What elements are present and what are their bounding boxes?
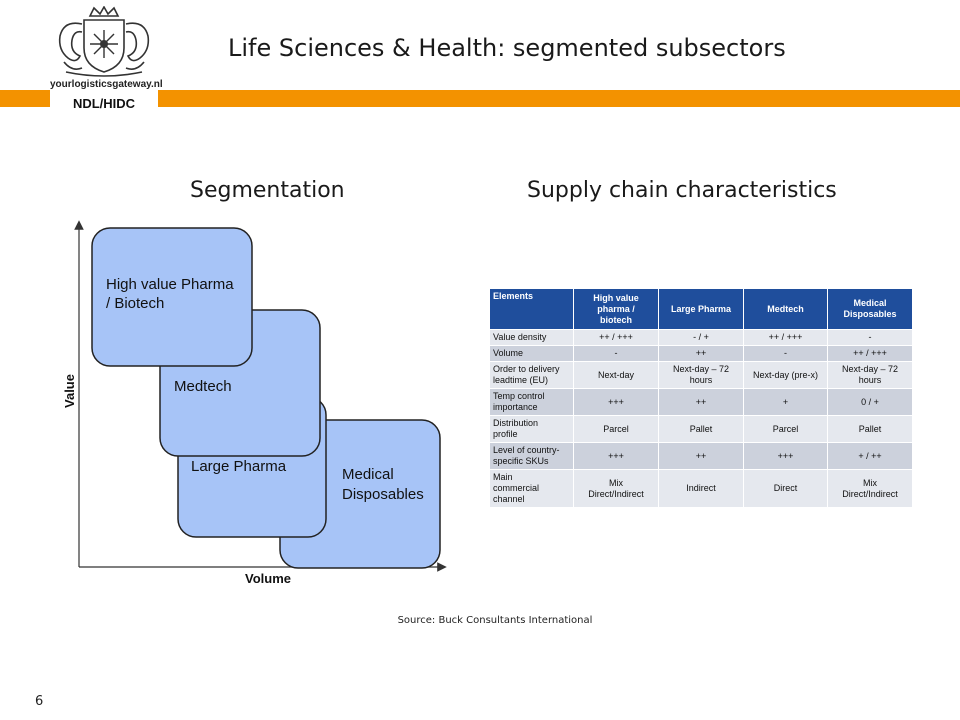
table-cell: Mix Direct/Indirect [828,470,913,508]
table-row [490,362,913,389]
table-cell: - / + [659,330,744,346]
row-label-cell: Main commercial channel [490,470,574,508]
table-cell: Direct [744,470,828,508]
svg-text:High value Pharma: High value Pharma [106,276,234,293]
svg-text:Medical: Medical [342,466,394,483]
table-cell: - [828,330,913,346]
table-cell: Indirect [659,470,744,508]
table-cell: - [574,346,659,362]
table-cell: ++ / +++ [574,330,659,346]
source-note: Source: Buck Consultants International [397,615,593,626]
page-title: Life Sciences & Health: segmented subsectors [228,34,786,62]
table-cell: + [744,389,828,416]
table-cell: ++ / +++ [744,330,828,346]
row-label-cell: Order to delivery leadtime (EU) [490,362,574,389]
table-row [490,346,913,362]
table-cell: Pallet [659,416,744,443]
supply-chain-table [489,288,913,508]
logo-url: yourlogisticsgateway.nl [50,79,163,90]
svg-text:/ Biotech: / Biotech [106,295,165,312]
table-cell: 0 / + [828,389,913,416]
table-row [490,389,913,416]
table-row [490,416,913,443]
svg-text:Medtech: Medtech [174,378,232,395]
table-cell: ++ [659,389,744,416]
segmentation-diagram [50,215,450,590]
row-label-cell: Level of country- specific SKUs [490,443,574,470]
table-cell: Next-day – 72 hours [828,362,913,389]
table-cell: +++ [744,443,828,470]
table-cell: - [744,346,828,362]
row-label-cell: Value density [490,330,574,346]
supply-chain-heading: Supply chain characteristics [527,178,837,203]
table-row [490,470,913,508]
table-header-cell: Medical Disposables [828,289,913,330]
table-cell: Mix Direct/Indirect [574,470,659,508]
table-cell: Next-day [574,362,659,389]
segmentation-heading: Segmentation [190,178,345,203]
table-header-cell: Elements [490,289,574,330]
table-cell: +++ [574,443,659,470]
table-body [490,330,913,508]
table-header-cell: High value pharma / biotech [574,289,659,330]
table-row [490,330,913,346]
table-cell: Next-day (pre-x) [744,362,828,389]
svg-text:Large Pharma: Large Pharma [191,458,287,475]
row-label-cell: Volume [490,346,574,362]
svg-text:Disposables: Disposables [342,486,424,503]
supply-chain-table-wrapper [489,288,912,508]
row-label-cell: Distribution profile [490,416,574,443]
table-cell: Next-day – 72 hours [659,362,744,389]
crest-icon [50,6,158,78]
table-header-cell: Medtech [744,289,828,330]
logo-tag: NDL/HIDC [72,96,136,111]
table-cell: ++ [659,346,744,362]
table-row [490,443,913,470]
y-axis-label: Value [62,374,77,408]
logo [50,6,163,118]
table-cell: ++ [659,443,744,470]
table-cell: Parcel [574,416,659,443]
page-number: 6 [35,694,44,709]
segment-high-value-pharma [92,228,252,366]
table-cell: + / ++ [828,443,913,470]
table-cell: Pallet [828,416,913,443]
table-cell: ++ / +++ [828,346,913,362]
table-cell: +++ [574,389,659,416]
x-axis-label: Volume [245,571,291,586]
table-header-row [490,289,913,330]
row-label-cell: Temp control importance [490,389,574,416]
table-header-cell: Large Pharma [659,289,744,330]
table-cell: Parcel [744,416,828,443]
